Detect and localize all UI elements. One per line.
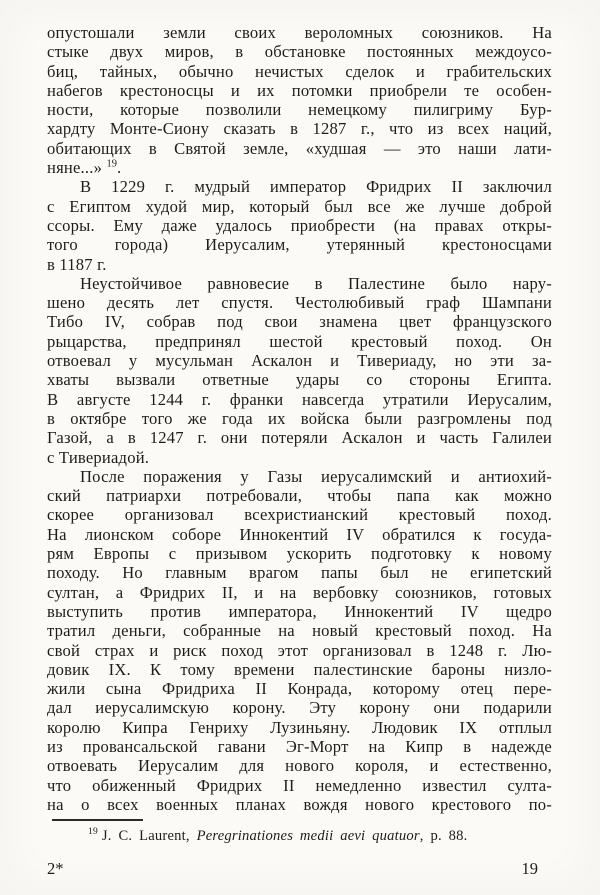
text-segment: султан, а Фридрих II, и на вербовку союзников, готовых [47,582,552,602]
text-line [47,602,552,621]
text-line [47,100,552,119]
text-line [47,679,552,698]
text-line [47,621,552,640]
text-segment: Тибо IV, собрав под свои знамена цвет французского [47,312,552,332]
text-line [47,525,552,544]
text-line [47,293,552,312]
text-line [47,274,552,293]
text-segment: королю Кипра Генриху Лузиньяну. Людовик IX отплыл [47,717,552,737]
text-segment: няне...» [47,158,107,178]
text-line [47,641,552,660]
footnote-pages: , p. 88. [419,828,468,845]
text-line [47,139,552,158]
footnote-separator [52,819,143,821]
footnote-marker: 19 [88,827,98,838]
text-segment: На лионском соборе Иннокентий IV обратился к госуда- [47,524,552,544]
page-number: 19 [521,859,538,879]
footnote [47,827,552,845]
signature-mark: 2* [47,859,64,879]
text-line [47,332,552,351]
text-segment: рям Европы с призывом ускорить подготовку к новому [47,544,552,564]
text-segment: хардту Монте-Сиону сказать в 1287 г., что из всех наций, [47,119,552,139]
footnote-title: Peregrinationes medii aevi quatuor [196,828,420,845]
text-segment: что обиженный Фридрих II немедленно известил султа- [47,775,552,795]
text-segment: отвоевал у мусульман Аскалон и Тивериаду, но эти за- [47,351,552,371]
text-segment: с Египтом худой мир, который был все же лучше доброй [47,196,552,216]
text-segment: походу. Но главным врагом папы был не египетский [47,563,552,583]
text-segment: ности, которые позволили немецкому пилигриму Бур- [47,100,552,120]
text-line [47,795,552,814]
text-segment: тратил деньги, собранные на новый крестовый поход. На [47,621,552,641]
text-line [47,428,552,447]
text-segment: Газой, а в 1247 г. они потеряли Аскалон и часть Галилеи [47,428,552,448]
text-line [47,467,552,486]
text-line [47,255,552,274]
text-segment: стыке двух миров, в обстановке постоянных междоусо- [47,42,552,62]
text-segment: . [116,158,122,178]
text-line [47,660,552,679]
text-segment: довик IX. К тому времени палестинские бароны низло- [47,659,552,679]
text-line [47,698,552,717]
text-segment: биц, тайных, обычно нечистых сделок и грабительских [47,61,552,81]
text-segment: В августе 1244 г. франки навсегда утратили Иерусалим, [47,389,552,409]
text-line [47,737,552,756]
text-line [47,370,552,389]
text-segment: скорее организовал всехристианский крестовый поход. [47,505,552,525]
paragraph [47,177,552,273]
text-line [47,390,552,409]
text-segment: хваты вызвали ответные удары со стороны Египта. [47,370,552,390]
text-line [47,197,552,216]
text-line [47,216,552,235]
text-segment: свой страх и риск поход этот организовал в 1248 г. Лю- [47,640,552,660]
text-line [47,409,552,428]
text-line [47,312,552,331]
text-segment: с Тивериадой. [47,447,150,467]
text-segment: После поражения у Газы иерусалимский и антиохий- [80,466,552,486]
text-segment: дал иерусалимскую корону. Эту корону они подарили [47,698,552,718]
text-line [47,486,552,505]
text-segment: из провансальской гавани Эг-Морт на Кипр в надежде [47,736,552,756]
text-segment: ссоры. Ему даже удалось приобрести (на правах откры- [47,215,552,235]
paragraph [47,467,552,814]
text-segment: на о всех военных планах вождя нового крестового по- [47,794,552,814]
text-line [47,718,552,737]
text-line [47,505,552,524]
text-segment: того города) Иерусалим, утерянный крестоносцами [47,235,552,255]
text-line [47,756,552,775]
footnote-reference: 19 [106,158,117,170]
text-line [47,177,552,196]
text-segment: набегов крестоносцы и их потомки приобрели те особен- [47,80,552,100]
text-line [47,563,552,582]
text-line [47,42,552,61]
text-line [47,235,552,254]
text-segment: жили сына Фридриха II Конрада, которому отец пере- [47,679,552,699]
paragraph [47,274,552,467]
text-line [47,583,552,602]
text-line [47,62,552,81]
text-segment: в октябре того же года их войска были разгромлены под [47,408,552,428]
paragraph [47,23,552,177]
page-footer [47,859,552,878]
text-segment: рыцарства, предпринял шестой крестовый поход. Он [47,331,552,351]
text-segment: отвоевать Иерусалим для нового короля, и естественно, [47,756,552,776]
text-line [47,23,552,42]
text-segment: в 1187 г. [47,254,107,274]
text-line [47,448,552,467]
body-text [47,23,552,814]
text-line [47,158,552,177]
text-segment: выступить против императора, Иннокентий IV щедро [47,601,552,621]
footnote-author: J. C. Laurent, [101,828,197,845]
text-segment: шено десять лет спустя. Честолюбивый граф Шампани [47,293,552,313]
text-line [47,81,552,100]
text-line [47,351,552,370]
text-line [47,776,552,795]
text-line [47,544,552,563]
text-segment: В 1229 г. мудрый император Фридрих II заключил [80,177,552,197]
text-segment: обитающих в Святой земле, «худшая — это наши лати- [47,138,552,158]
text-segment: Неустойчивое равновесие в Палестине было нару- [80,273,552,293]
text-segment: ский патриархи потребовали, чтобы папа как можно [47,486,552,506]
text-segment: опустошали земли своих вероломных союзников. На [47,23,552,42]
text-line [47,119,552,138]
